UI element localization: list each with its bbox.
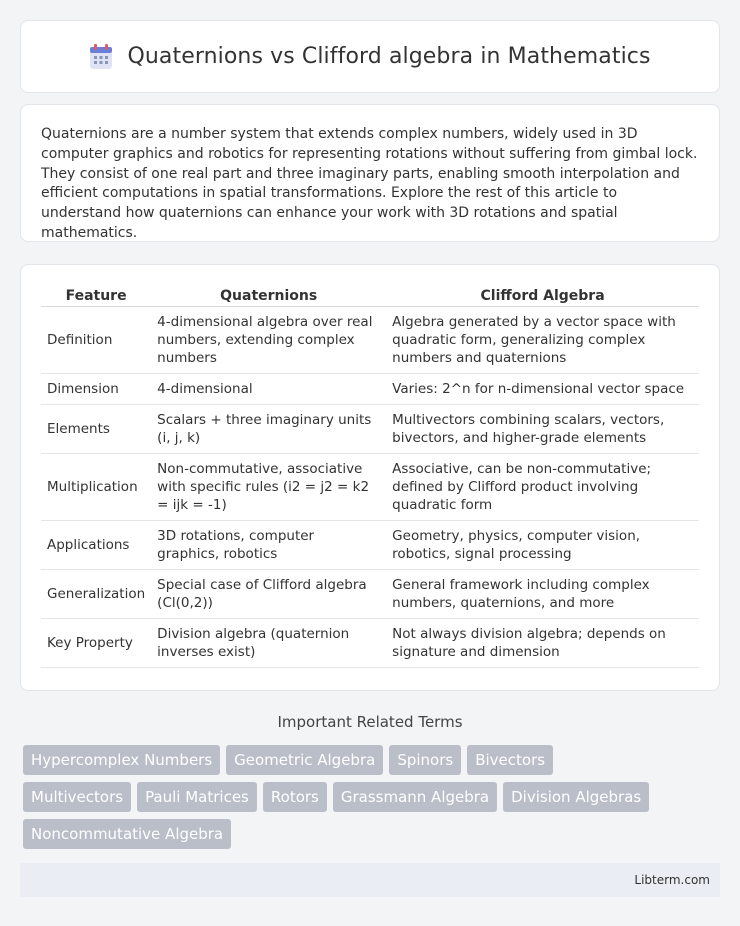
cell-clifford: Multivectors combining scalars, vectors, bivectors, and higher-grade elements bbox=[386, 405, 699, 454]
cell-clifford: Associative, can be non-commutative; defined by Clifford product involving quadratic form bbox=[386, 454, 699, 521]
page-header bbox=[20, 20, 720, 93]
cell-feature: Definition bbox=[41, 307, 151, 374]
comparison-table bbox=[41, 285, 699, 668]
related-term-tag[interactable]: Pauli Matrices bbox=[137, 782, 257, 812]
cell-feature: Multiplication bbox=[41, 454, 151, 521]
cell-quaternions: 4-dimensional bbox=[151, 374, 386, 405]
related-term-tag[interactable]: Bivectors bbox=[467, 745, 553, 775]
related-term-tag[interactable]: Multivectors bbox=[23, 782, 131, 812]
table-row bbox=[41, 454, 699, 521]
related-term-tag[interactable]: Grassmann Algebra bbox=[333, 782, 497, 812]
cell-clifford: Geometry, physics, computer vision, robotics, signal processing bbox=[386, 521, 699, 570]
cell-quaternions: 4-dimensional algebra over real numbers, extending complex numbers bbox=[151, 307, 386, 374]
cell-feature: Dimension bbox=[41, 374, 151, 405]
calendar-icon bbox=[89, 44, 113, 70]
related-terms-list bbox=[23, 745, 663, 849]
cell-quaternions: 3D rotations, computer graphics, robotics bbox=[151, 521, 386, 570]
related-term-tag[interactable]: Geometric Algebra bbox=[226, 745, 383, 775]
cell-feature: Applications bbox=[41, 521, 151, 570]
related-term-tag[interactable]: Hypercomplex Numbers bbox=[23, 745, 220, 775]
header-feature: Feature bbox=[41, 285, 151, 307]
cell-quaternions: Non-commutative, associative with specific rules (i2 = j2 = k2 = ijk = -1) bbox=[151, 454, 386, 521]
cell-clifford: General framework including complex numbers, quaternions, and more bbox=[386, 570, 699, 619]
cell-feature: Generalization bbox=[41, 570, 151, 619]
table-row bbox=[41, 307, 699, 374]
table-row bbox=[41, 570, 699, 619]
cell-feature: Elements bbox=[41, 405, 151, 454]
footer-site-link[interactable]: Libterm.com bbox=[634, 873, 710, 887]
cell-quaternions: Special case of Clifford algebra (Cl(0,2)) bbox=[151, 570, 386, 619]
related-terms-title: Important Related Terms bbox=[277, 713, 463, 731]
cell-clifford: Algebra generated by a vector space with quadratic form, generalizing complex numbers and quaternions bbox=[386, 307, 699, 374]
comparison-table-card bbox=[20, 264, 720, 691]
cell-feature: Key Property bbox=[41, 619, 151, 668]
cell-quaternions: Scalars + three imaginary units (i, j, k) bbox=[151, 405, 386, 454]
related-term-tag[interactable]: Noncommutative Algebra bbox=[23, 819, 231, 849]
page-title: Quaternions vs Clifford algebra in Mathematics bbox=[127, 44, 651, 69]
intro-section bbox=[20, 104, 720, 242]
table-row bbox=[41, 374, 699, 405]
related-term-tag[interactable]: Division Algebras bbox=[503, 782, 649, 812]
table-row bbox=[41, 619, 699, 668]
related-term-tag[interactable]: Rotors bbox=[263, 782, 327, 812]
cell-quaternions: Division algebra (quaternion inverses exist) bbox=[151, 619, 386, 668]
table-header-row bbox=[41, 285, 699, 307]
header-clifford: Clifford Algebra bbox=[386, 285, 699, 307]
cell-clifford: Not always division algebra; depends on signature and dimension bbox=[386, 619, 699, 668]
table-row bbox=[41, 521, 699, 570]
related-term-tag[interactable]: Spinors bbox=[389, 745, 461, 775]
table-row bbox=[41, 405, 699, 454]
header-quaternions: Quaternions bbox=[151, 285, 386, 307]
cell-clifford: Varies: 2^n for n-dimensional vector space bbox=[386, 374, 699, 405]
intro-text: Quaternions are a number system that extends complex numbers, widely used in 3D computer graphics and robotics for representing rotations without suffering from gimbal lock. They consist of one real part and three imaginary parts, enabling smooth interpolation and efficient computations in spatial transformations. Explore the rest of this article to understand how quaternions can enhance your work with 3D rotations and spatial mathematics. bbox=[41, 126, 698, 241]
footer bbox=[20, 863, 720, 897]
